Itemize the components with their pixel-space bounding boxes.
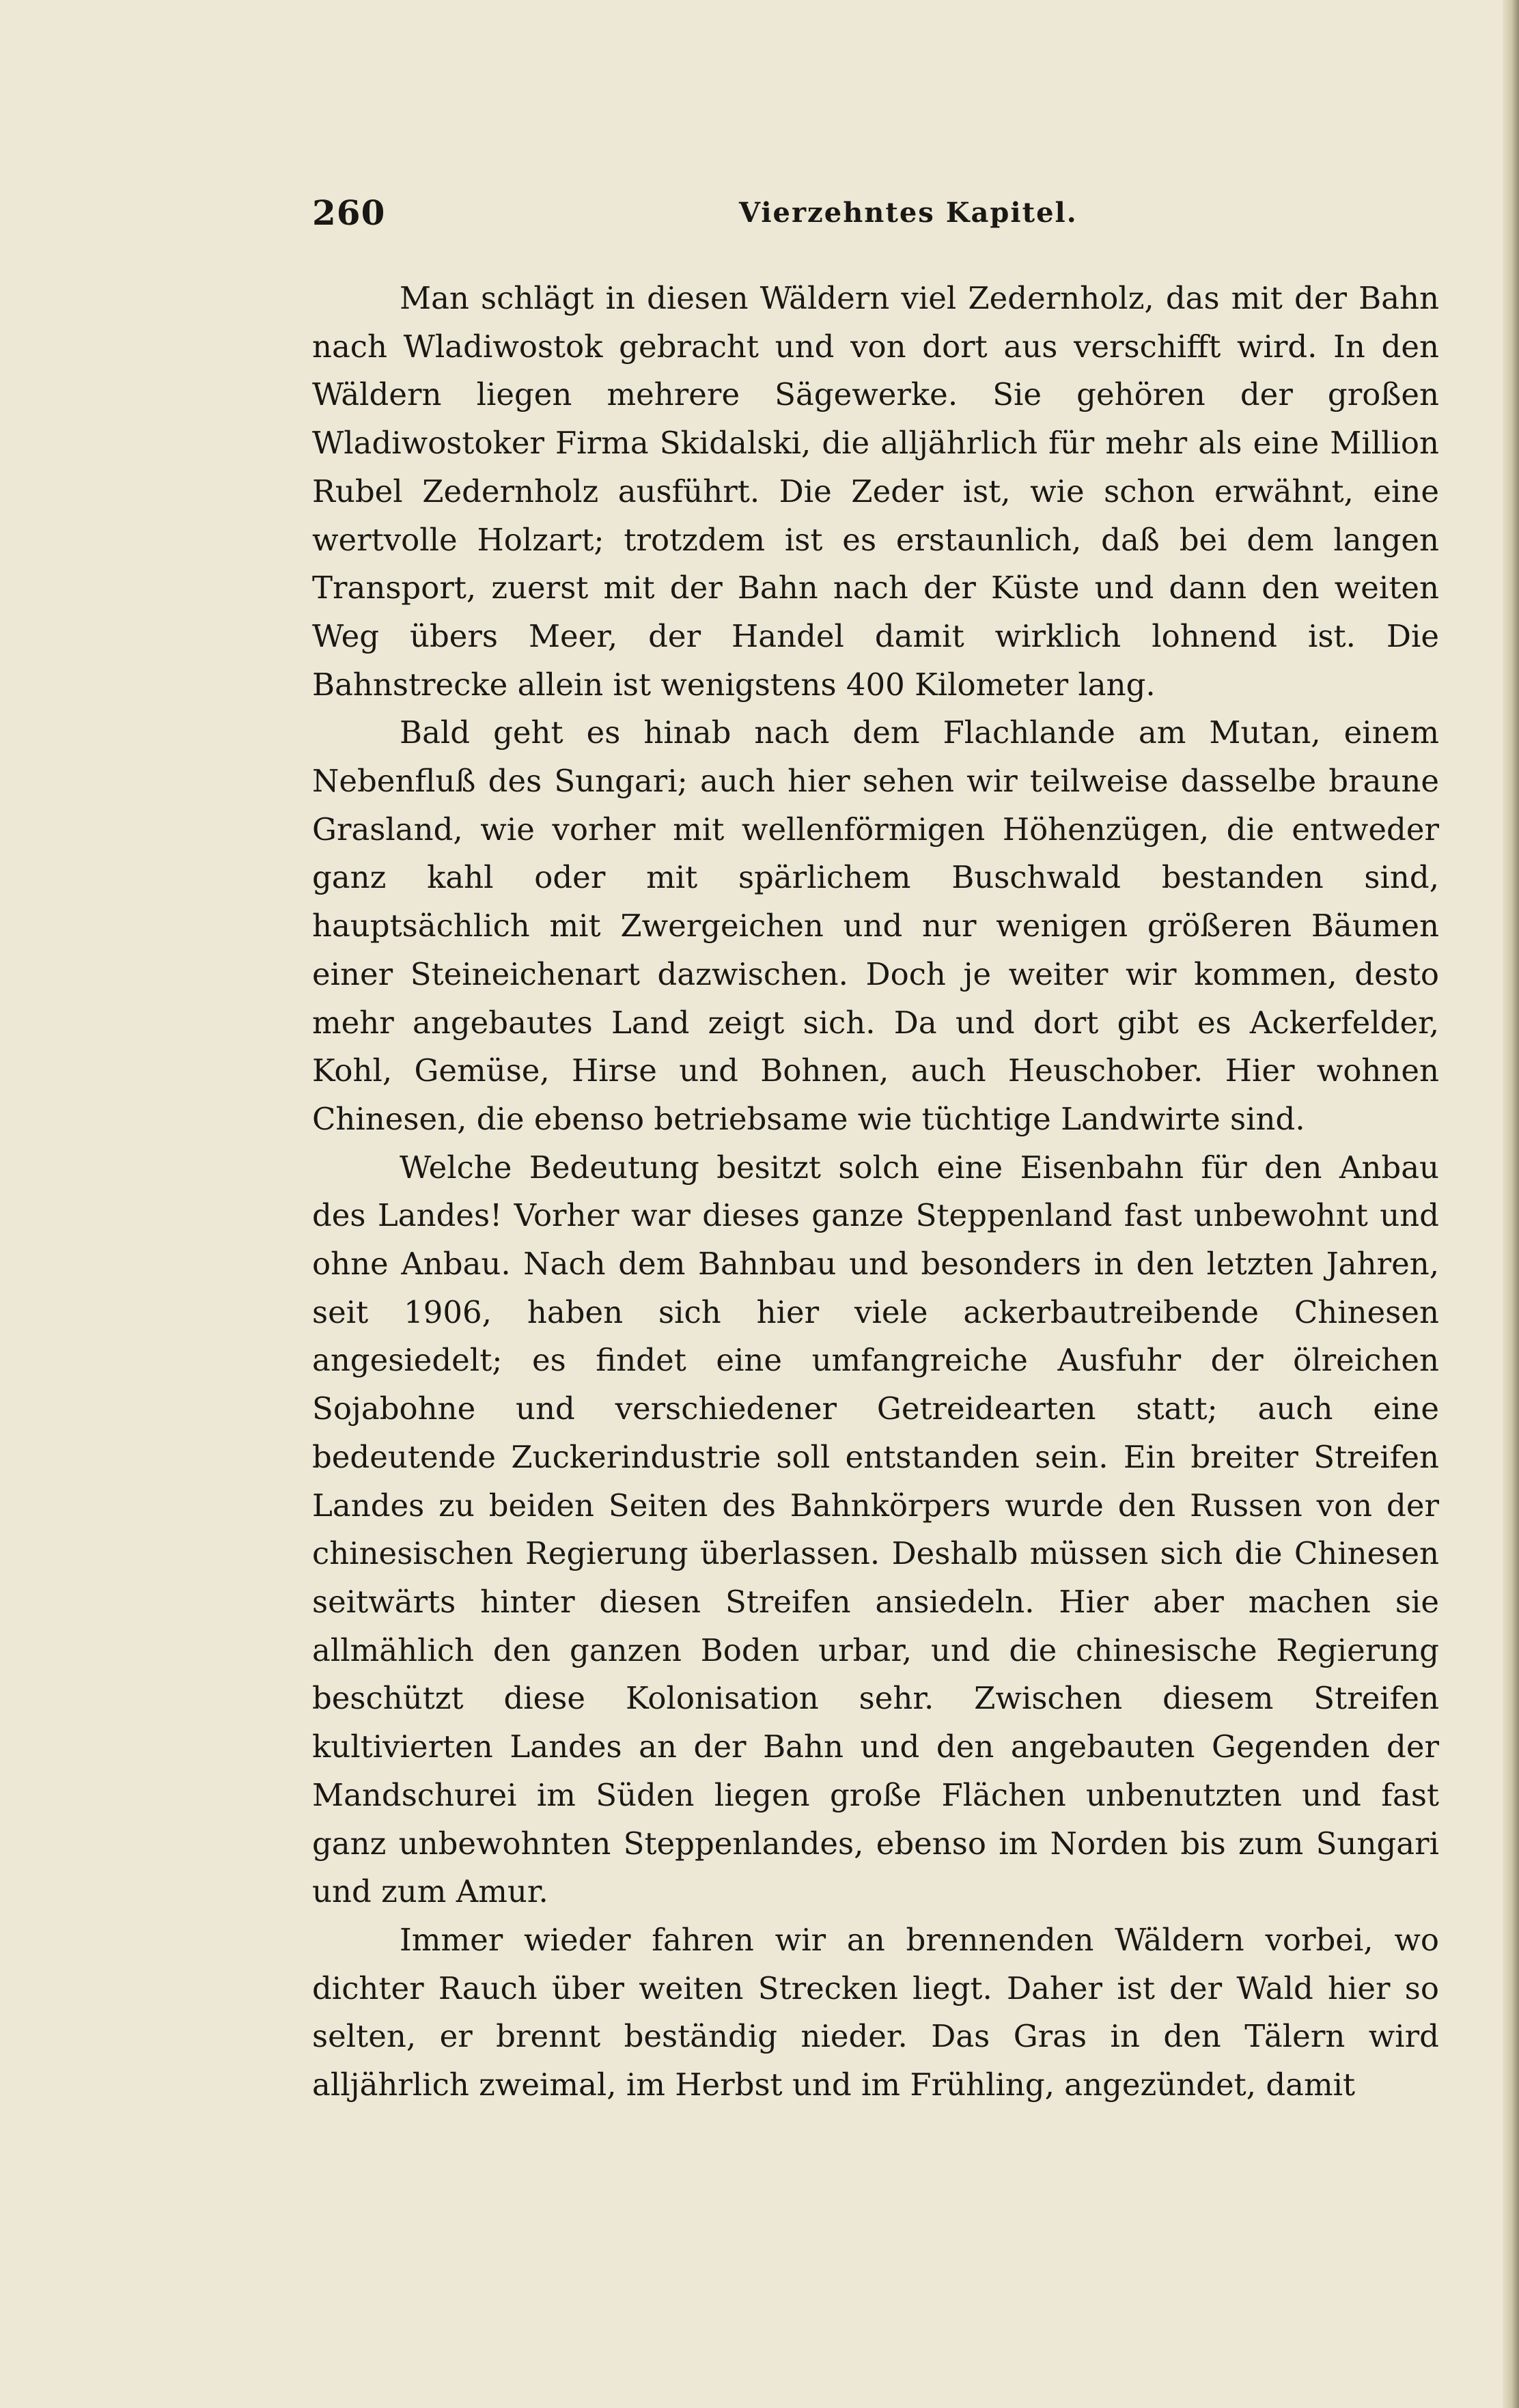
paragraph: Immer wieder fahren wir an brennenden Wäldern vorbei, wo dichter Rauch über weiten Strecken liegt. Daher ist der Wald hier so selten, er brennt beständig nieder. Das Gras in den Tälern wird alljährlich zweimal, im Herbst und im Frühling, angezündet, damit	[312, 1921, 1439, 2103]
paragraph: Bald geht es hinab nach dem Flachlande am Mutan, einem Nebenfluß des Sungari; auch hier sehen wir teilweise dasselbe braune Grasland, wie vorher mit wellenförmigen Höhenzügen, die entweder ganz kahl oder mit spärlichem Buschwald bestanden sind, hauptsächlich mit Zwergeichen und nur wenigen größeren Bäumen einer Steineichenart dazwischen. Doch je weiter wir kommen, desto mehr angebautes Land zeigt sich. Da und dort gibt es Ackerfelder, Kohl, Gemüse, Hirse und Bohnen, auch Heuschober. Hier wohnen Chinesen, die ebenso betriebsame wie tüchtige Landwirte sind.	[312, 714, 1439, 1137]
paragraph: Man schlägt in diesen Wäldern viel Zedernholz, das mit der Bahn nach Wladiwostok gebracht und von dort aus verschifft wird. In den Wäldern liegen mehrere Sägewerke. Sie gehören der großen Wladiwostoker Firma Skidalski, die alljährlich für mehr als eine Million Rubel Zedernholz ausführt. Die Zeder ist, wie schon erwähnt, eine wertvolle Holzart; trotzdem ist es erstaunlich, daß bei dem langen Transport, zuerst mit der Bahn nach der Küste und dann den weiten Weg übers Meer, der Handel damit wirklich lohnend ist. Die Bahnstrecke allein ist wenigstens 400 Kilometer lang.	[312, 280, 1439, 703]
page-number: 260	[312, 193, 386, 233]
paragraph: Welche Bedeutung besitzt solch eine Eisenbahn für den Anbau des Landes! Vorher war dieses ganze Steppenland fast unbewohnt und ohne Anbau. Nach dem Bahnbau und besonders in den letzten Jahren, seit 1906, haben sich hier viele ackerbautreibende Chinesen angesiedelt; es findet eine umfangreiche Ausfuhr der ölreichen Sojabohne und verschiedener Getreidearten statt; auch eine bedeutende Zuckerindustrie soll entstanden sein. Ein breiter Streifen Landes zu beiden Seiten des Bahnkörpers wurde den Russen von der chinesischen Regierung überlassen. Deshalb müssen sich die Chinesen seitwärts hinter diesen Streifen ansiedeln. Hier aber machen sie allmählich den ganzen Boden urbar, und die chinesische Regierung beschützt diese Kolonisation sehr. Zwischen diesem Streifen kultivierten Landes an der Bahn und den angebauten Gegenden der Mandschurei im Süden liegen große Flächen unbenutzten und fast ganz unbewohnten Steppenlandes, ebenso im Norden bis zum Sungari und zum Amur.	[312, 1149, 1439, 1910]
body-text	[312, 275, 1439, 2110]
page-edge-shadow	[1503, 0, 1519, 2408]
running-head: Vierzehntes Kapitel.	[739, 197, 1078, 229]
page-header	[312, 193, 1439, 240]
